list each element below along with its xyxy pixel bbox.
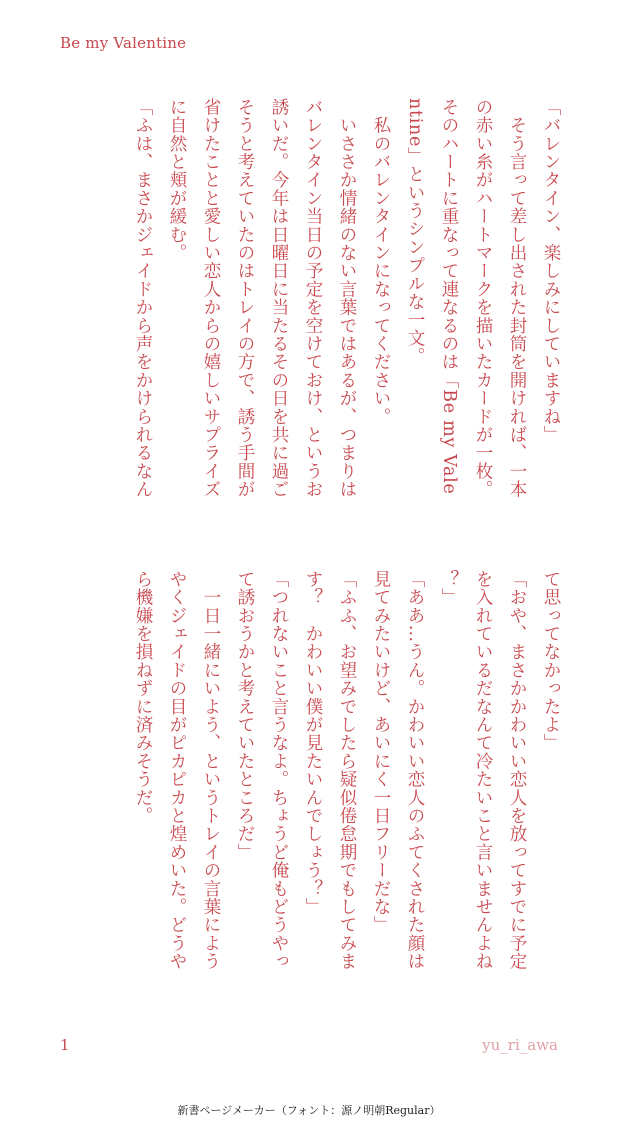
vertical-text-block-top: 「バレンタイン、楽しみにしていますね」 そう言って差し出された封筒を開ければ、一本 の赤い糸がハートマークを描いたカードが一枚。 そのハートに重なって連なるのは「Be my Vale ntine」というシンプルな一文。 私のバレンタインになってください。 いささか情緒のない言葉ではあるが、つまりは バレンタイン当日の予定を空けておけ、というお 誘いだ。今年は日曜日に当たるその日を共に過ご そうと考えていたのはトレイの方で、誘う手間が 省けたことと愛しい恋人からの嬉しいサプライズ に自然と頬が緩む。 「ふは、まさかジェイドから声をかけられるなん — [133, 98, 561, 499]
generator-credit: 新書ページメーカー（フォント：源ノ明朝Regular） — [177, 1104, 441, 1117]
author-handle: yu_ri_awa — [482, 1036, 558, 1054]
vertical-text-block-bottom: て思ってなかったよ」 「おや、まさかかわいい恋人を放ってすでに予定 を入れているだなんて冷たいこと言いませんよね ？」 「ああ…うん。かわいい恋人のふてくされた顔は 見てみたいけど、あいにく一日フリーだな」 「ふふ、お望みでしたら疑似倦怠期でもしてみま す？ かわいい僕が見たいんでしょう？」 「つれないこと言うなよ。ちょうど俺もどうやっ て誘おうかと考えていたところだ」 一日一緒にいよう、というトレイの言葉によう やくジェイドの目がピカピカと煌めいた。どうや ら機嫌を損ねずに済みそうだ。 — [133, 570, 561, 971]
page-number: 1 — [60, 1036, 70, 1054]
page-title: Be my Valentine — [60, 34, 187, 52]
